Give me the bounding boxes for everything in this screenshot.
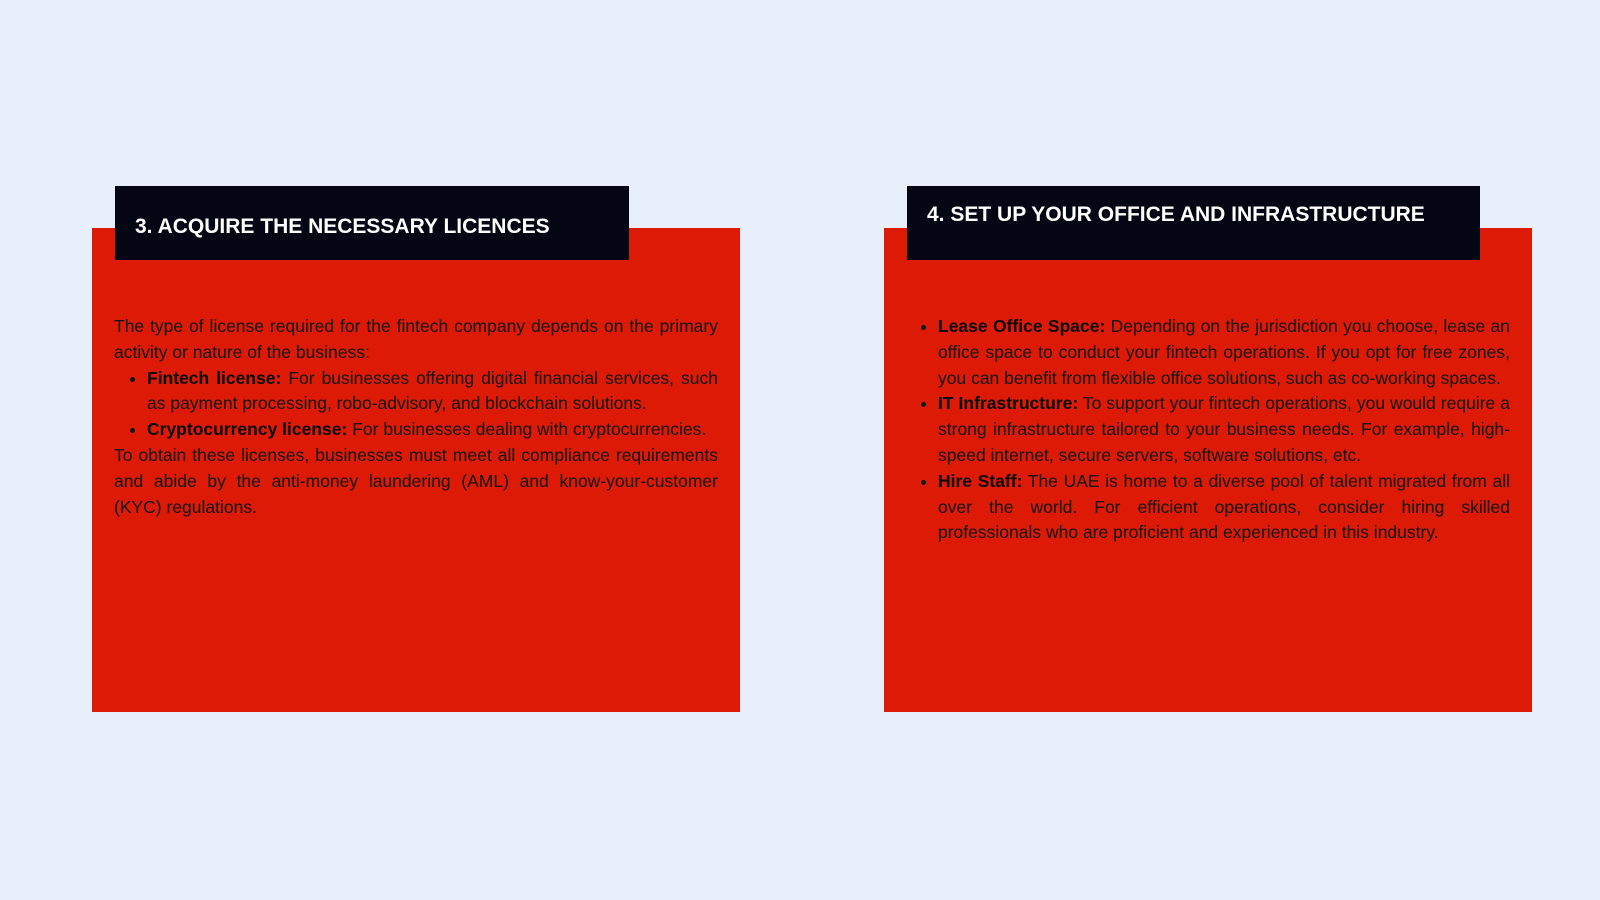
licences-body	[114, 314, 718, 520]
list-item-text: To support your fintech operations, you would require a strong infrastructure tailored to your business needs. For example, high-speed internet, secure servers, software solutions, etc.	[938, 393, 1510, 465]
office-list	[906, 314, 1510, 546]
list-item-text: Depending on the jurisdiction you choose, lease an office space to conduct your fintech operations. If you opt for free zones, you can benefit from flexible office solutions, such as co-working spaces.	[938, 316, 1510, 388]
licences-outro: To obtain these licenses, businesses must meet all compliance requirements and abide by the anti-money laundering (AML) and know-your-customer (KYC) regulations.	[114, 444, 718, 517]
list-item-text: For businesses offering digital financial services, such as payment processing, robo-advisory, and blockchain solutions.	[147, 367, 718, 414]
list-item	[938, 391, 1510, 468]
list-item	[938, 314, 1510, 391]
licences-list	[114, 366, 718, 443]
list-item-text: The UAE is home to a diverse pool of talent migrated from all over the world. For efficient operations, consider hiring skilled professionals who are proficient and experienced in this industry.	[938, 470, 1510, 543]
list-item-term: IT Infrastructure:	[938, 393, 1079, 414]
list-item	[147, 417, 718, 443]
list-item	[938, 469, 1510, 546]
list-item-term: Cryptocurrency license:	[147, 419, 348, 440]
list-item-term: Fintech license:	[147, 367, 282, 388]
list-item	[147, 366, 718, 418]
list-item-text: For businesses dealing with cryptocurrencies.	[347, 419, 707, 440]
licences-title: 3. ACQUIRE THE NECESSARY LICENCES	[115, 186, 629, 260]
list-item-term: Hire Staff:	[938, 470, 1023, 491]
list-item-term: Lease Office Space:	[938, 316, 1106, 336]
licences-intro: The type of license required for the fintech company depends on the primary activity or nature of the business:	[114, 316, 718, 362]
office-title: 4. SET UP YOUR OFFICE AND INFRASTRUCTURE	[907, 186, 1480, 260]
office-body	[906, 314, 1510, 546]
